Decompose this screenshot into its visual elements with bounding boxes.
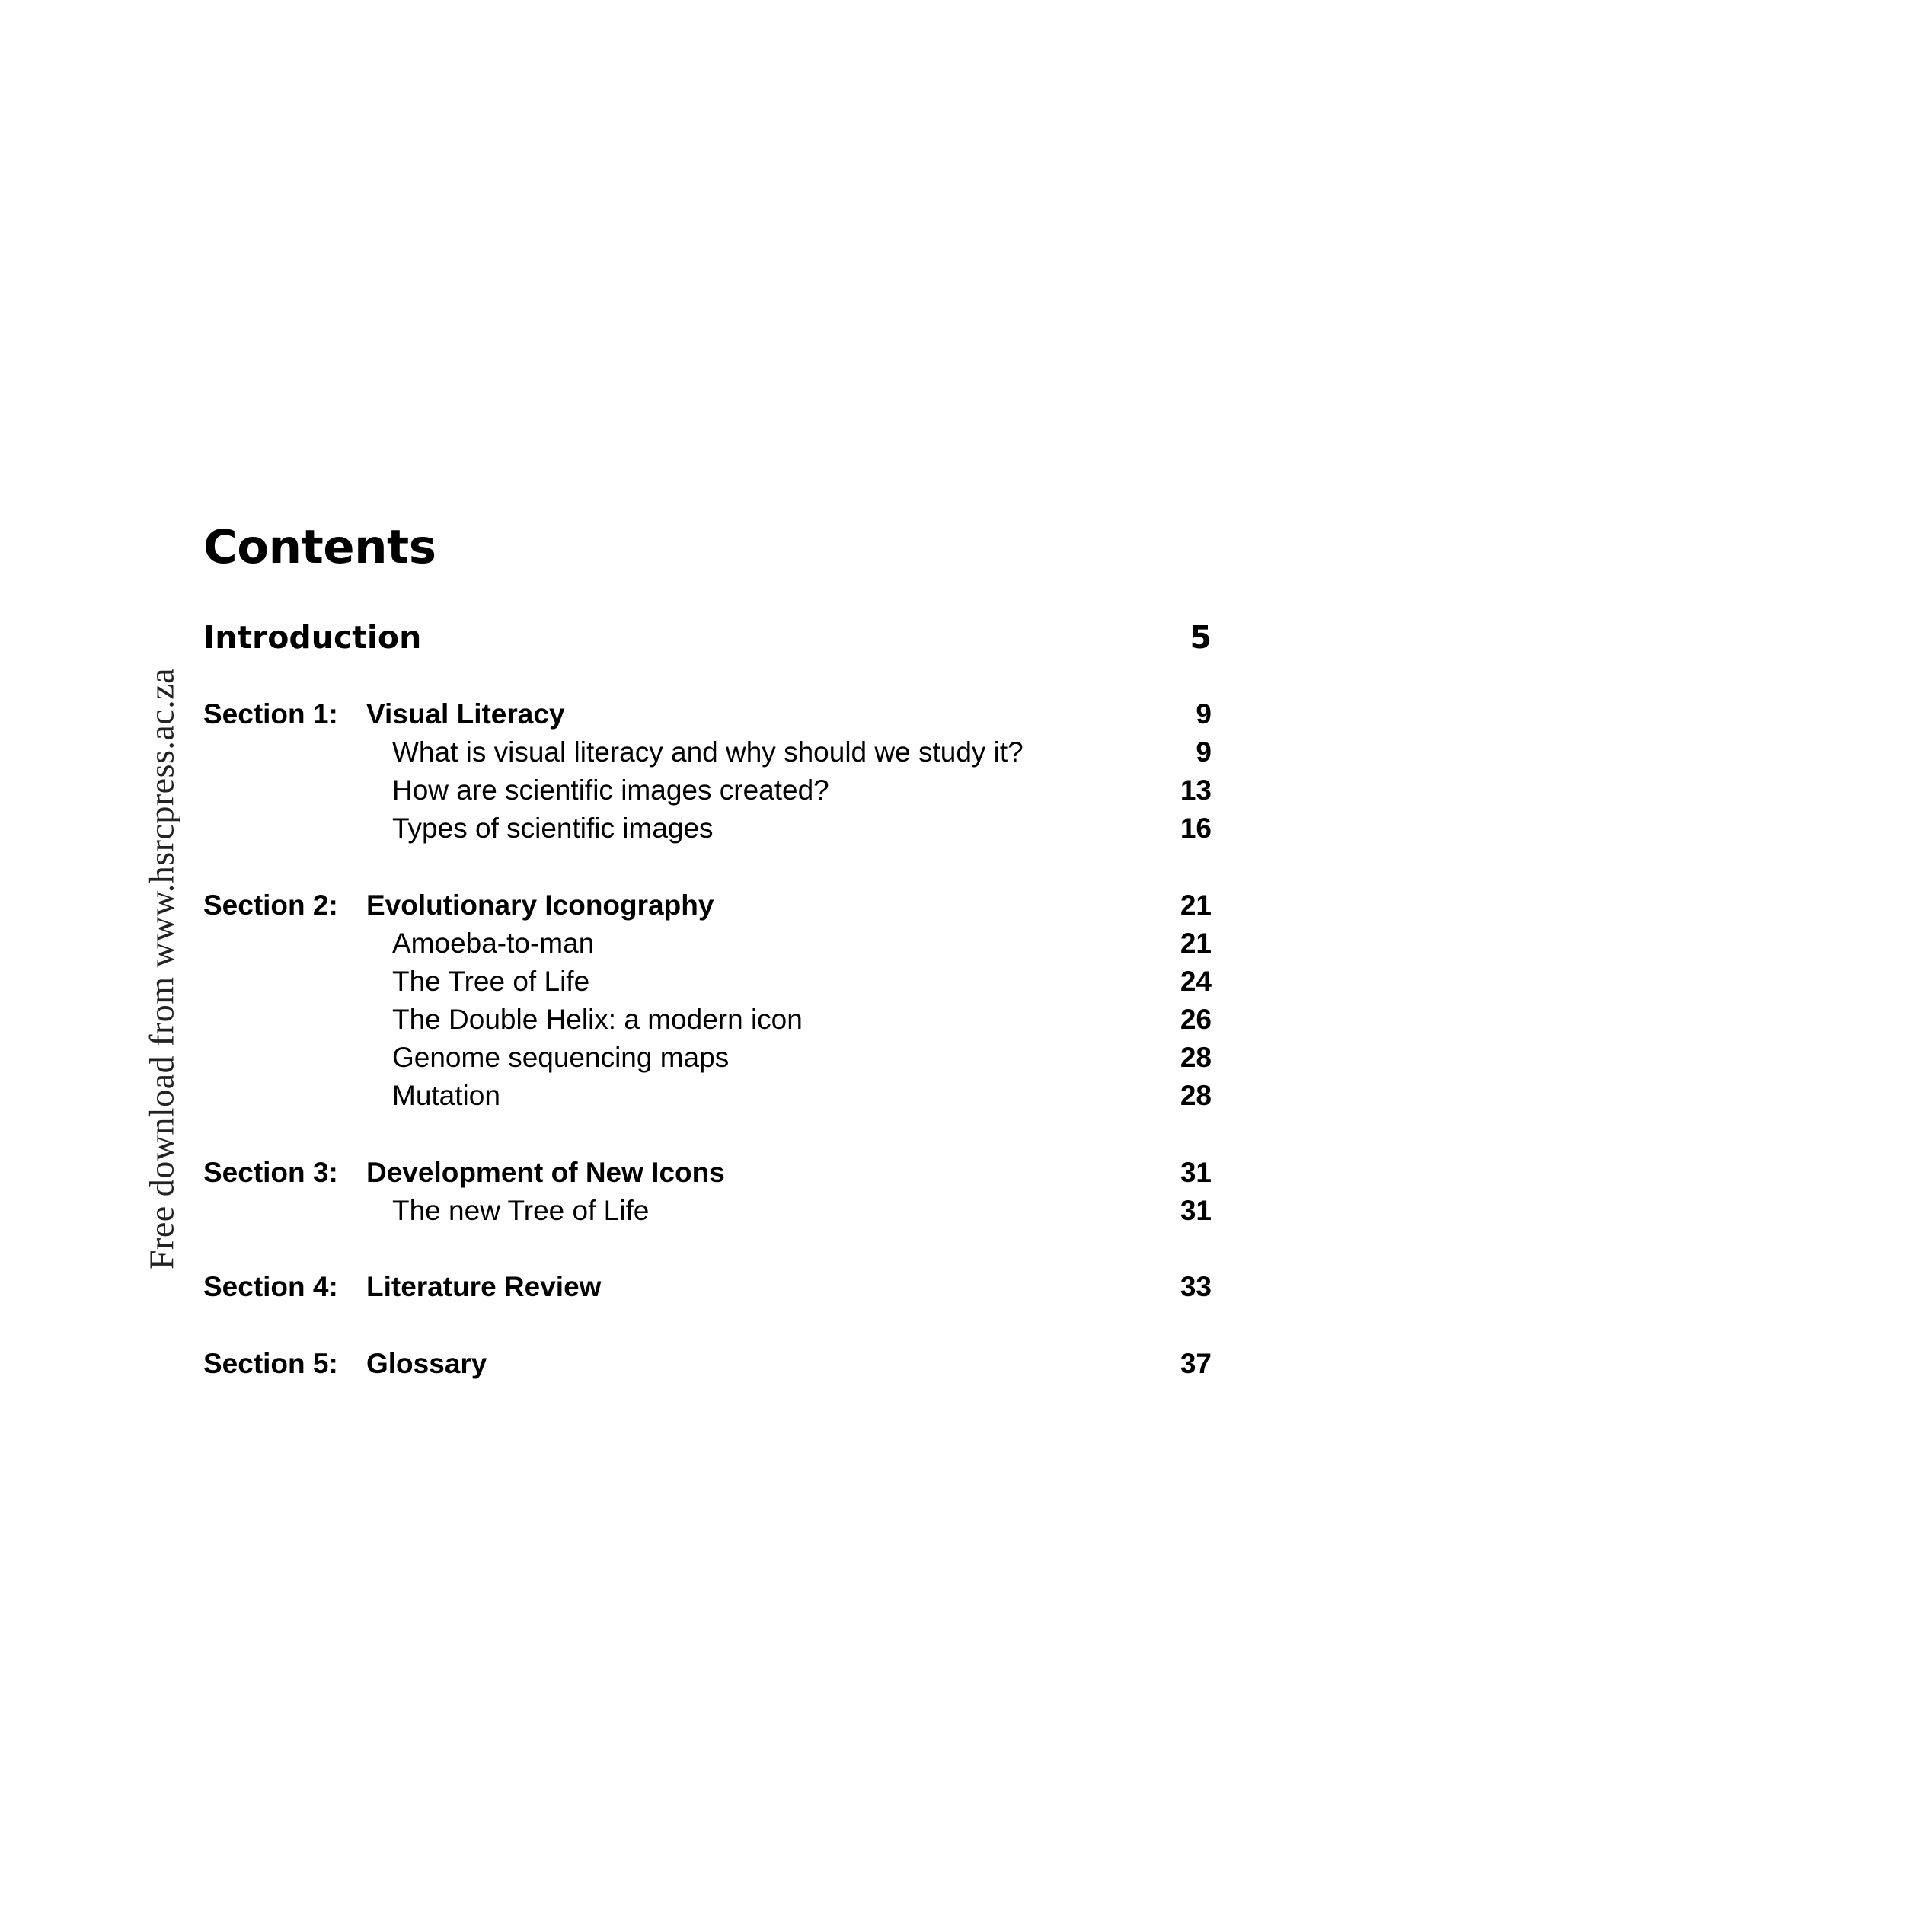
toc-section-label: Section 3: [203, 1157, 338, 1188]
toc-subentry[interactable] [203, 810, 1212, 848]
toc-entry-title: Introduction [203, 619, 422, 656]
toc-page-number: 24 [1180, 966, 1212, 997]
toc-page-number: 21 [1180, 889, 1212, 921]
toc-section-label: Section 2: [203, 889, 338, 921]
toc-section-4[interactable] [203, 1268, 1212, 1306]
toc-page-number: 37 [1180, 1348, 1212, 1379]
toc-section-3[interactable] [203, 1154, 1212, 1192]
toc-subentry[interactable] [203, 1192, 1212, 1230]
toc-page-number: 31 [1180, 1157, 1212, 1188]
toc-subentry[interactable] [203, 963, 1212, 1001]
toc-subentry-title: Amoeba-to-man [392, 928, 595, 959]
toc-page-number: 31 [1180, 1195, 1212, 1226]
toc-entry-introduction[interactable] [203, 618, 1212, 656]
toc-section-label: Section 1: [203, 698, 338, 730]
toc-subentry[interactable] [203, 733, 1212, 771]
toc-page-number: 16 [1180, 813, 1212, 844]
toc-page-number: 33 [1180, 1271, 1212, 1302]
toc-section-title: Development of New Icons [366, 1157, 725, 1188]
page-title: Contents [203, 520, 436, 574]
toc-section-1[interactable] [203, 695, 1212, 733]
toc-page-number: 26 [1180, 1004, 1212, 1035]
toc-subentry-title: How are scientific images created? [392, 774, 829, 806]
toc-section-label: Section 4: [203, 1271, 338, 1302]
toc-page-number: 9 [1196, 698, 1212, 730]
toc-subentry[interactable] [203, 1077, 1212, 1115]
toc-subentry-title: The Double Helix: a modern icon [392, 1004, 803, 1035]
download-watermark: Free download from www.hsrcpress.ac.za [142, 667, 181, 1270]
toc-subentry[interactable] [203, 924, 1212, 963]
toc-subentry-title: The Tree of Life [392, 966, 590, 997]
toc-subentry-title: Types of scientific images [392, 813, 714, 844]
toc-section-title: Visual Literacy [366, 698, 565, 730]
toc-section-5[interactable] [203, 1345, 1212, 1383]
toc-page-number: 5 [1190, 619, 1212, 656]
toc-section-title: Literature Review [366, 1271, 602, 1302]
toc-page-number: 9 [1196, 736, 1212, 768]
toc-subentry[interactable] [203, 1039, 1212, 1077]
toc-section-label: Section 5: [203, 1348, 338, 1379]
toc-section-2[interactable] [203, 886, 1212, 924]
toc-section-title: Evolutionary Iconography [366, 889, 714, 921]
toc-page-number: 21 [1180, 928, 1212, 959]
toc-subentry-title: The new Tree of Life [392, 1195, 650, 1226]
toc-subentry-title: Mutation [392, 1080, 500, 1111]
toc-subentry[interactable] [203, 771, 1212, 810]
toc-subentry-title: What is visual literacy and why should we study it? [392, 736, 1023, 768]
toc-subentry-title: Genome sequencing maps [392, 1042, 730, 1073]
toc-subentry[interactable] [203, 1001, 1212, 1039]
toc-section-title: Glossary [366, 1348, 487, 1379]
toc-page-number: 28 [1180, 1080, 1212, 1111]
toc-page-number: 13 [1180, 774, 1212, 806]
toc-page-number: 28 [1180, 1042, 1212, 1073]
